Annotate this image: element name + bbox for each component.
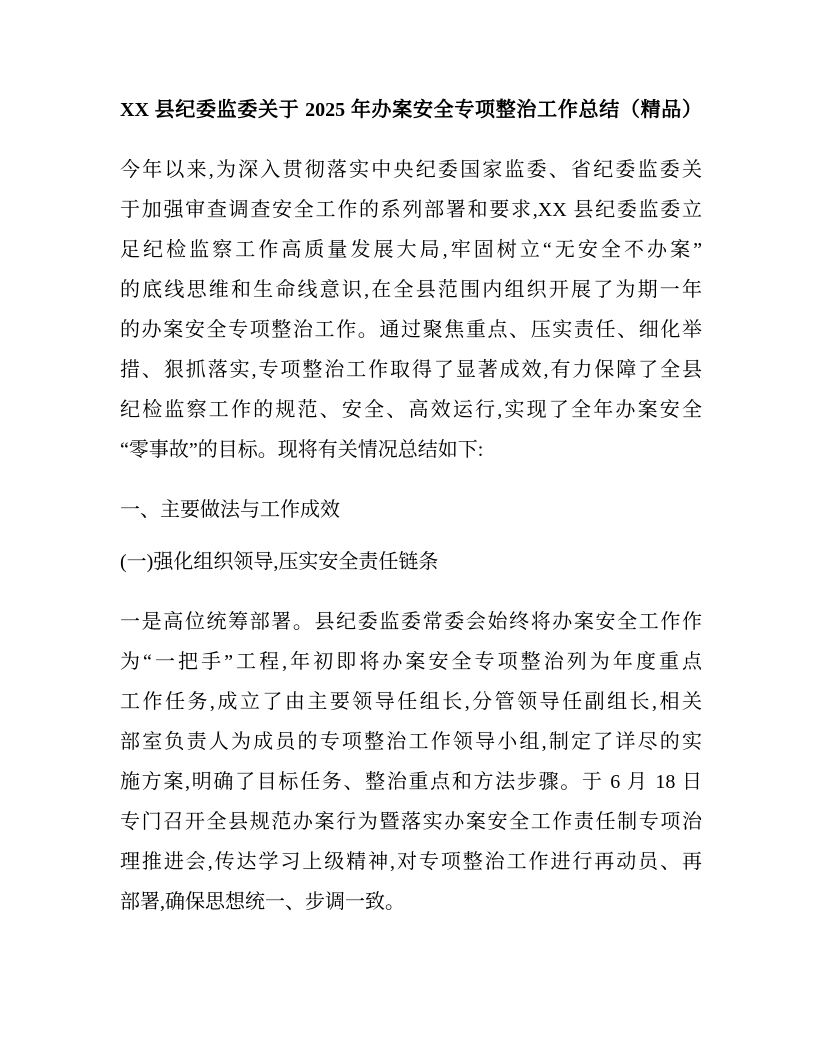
- section-heading-main-practices: 一、主要做法与工作成效: [120, 499, 340, 521]
- text-line: 措、狠抓落实,专项整治工作取得了显著成效,有力保障了全县: [120, 359, 702, 381]
- text-line: 足纪检监察工作高质量发展大局,牢固树立“无安全不办案”: [120, 239, 702, 261]
- deployment-paragraph: [120, 602, 702, 922]
- text-line: 施方案,明确了目标任务、整治重点和方法步骤。于 6 月 18 日: [120, 771, 702, 793]
- text-line: 纪检监察工作的规范、安全、高效运行,实现了全年办案安全: [120, 399, 702, 421]
- document-title: XX 县纪委监委关于 2025 年办案安全专项整治工作总结（精品）: [120, 99, 702, 121]
- text-line: 为“一把手”工程,年初即将办案安全专项整治列为年度重点: [120, 651, 702, 673]
- subsection-heading-organization: (一)强化组织领导,压实安全责任链条: [120, 551, 439, 573]
- text-line: 部署,确保思想统一、步调一致。: [120, 891, 405, 913]
- text-line: 于加强审查调查安全工作的系列部署和要求,XX 县纪委监委立: [120, 199, 702, 221]
- text-line: 一是高位统筹部署。县纪委监委常委会始终将办案安全工作作: [120, 611, 702, 633]
- intro-paragraph: [120, 150, 702, 470]
- text-line: 工作任务,成立了由主要领导任组长,分管领导任副组长,相关: [120, 691, 702, 713]
- text-line: “零事故”的目标。现将有关情况总结如下:: [120, 439, 484, 461]
- text-line: 的底线思维和生命线意识,在全县范围内组织开展了为期一年: [120, 279, 702, 301]
- text-line: 专门召开全县规范办案行为暨落实办案安全工作责任制专项治: [120, 811, 702, 833]
- text-line: 的办案安全专项整治工作。通过聚焦重点、压实责任、细化举: [120, 319, 702, 341]
- text-line: 部室负责人为成员的专项整治工作领导小组,制定了详尽的实: [120, 731, 702, 753]
- text-line: 理推进会,传达学习上级精神,对专项整治工作进行再动员、再: [120, 851, 702, 873]
- text-line: 今年以来,为深入贯彻落实中央纪委国家监委、省纪委监委关: [120, 159, 702, 181]
